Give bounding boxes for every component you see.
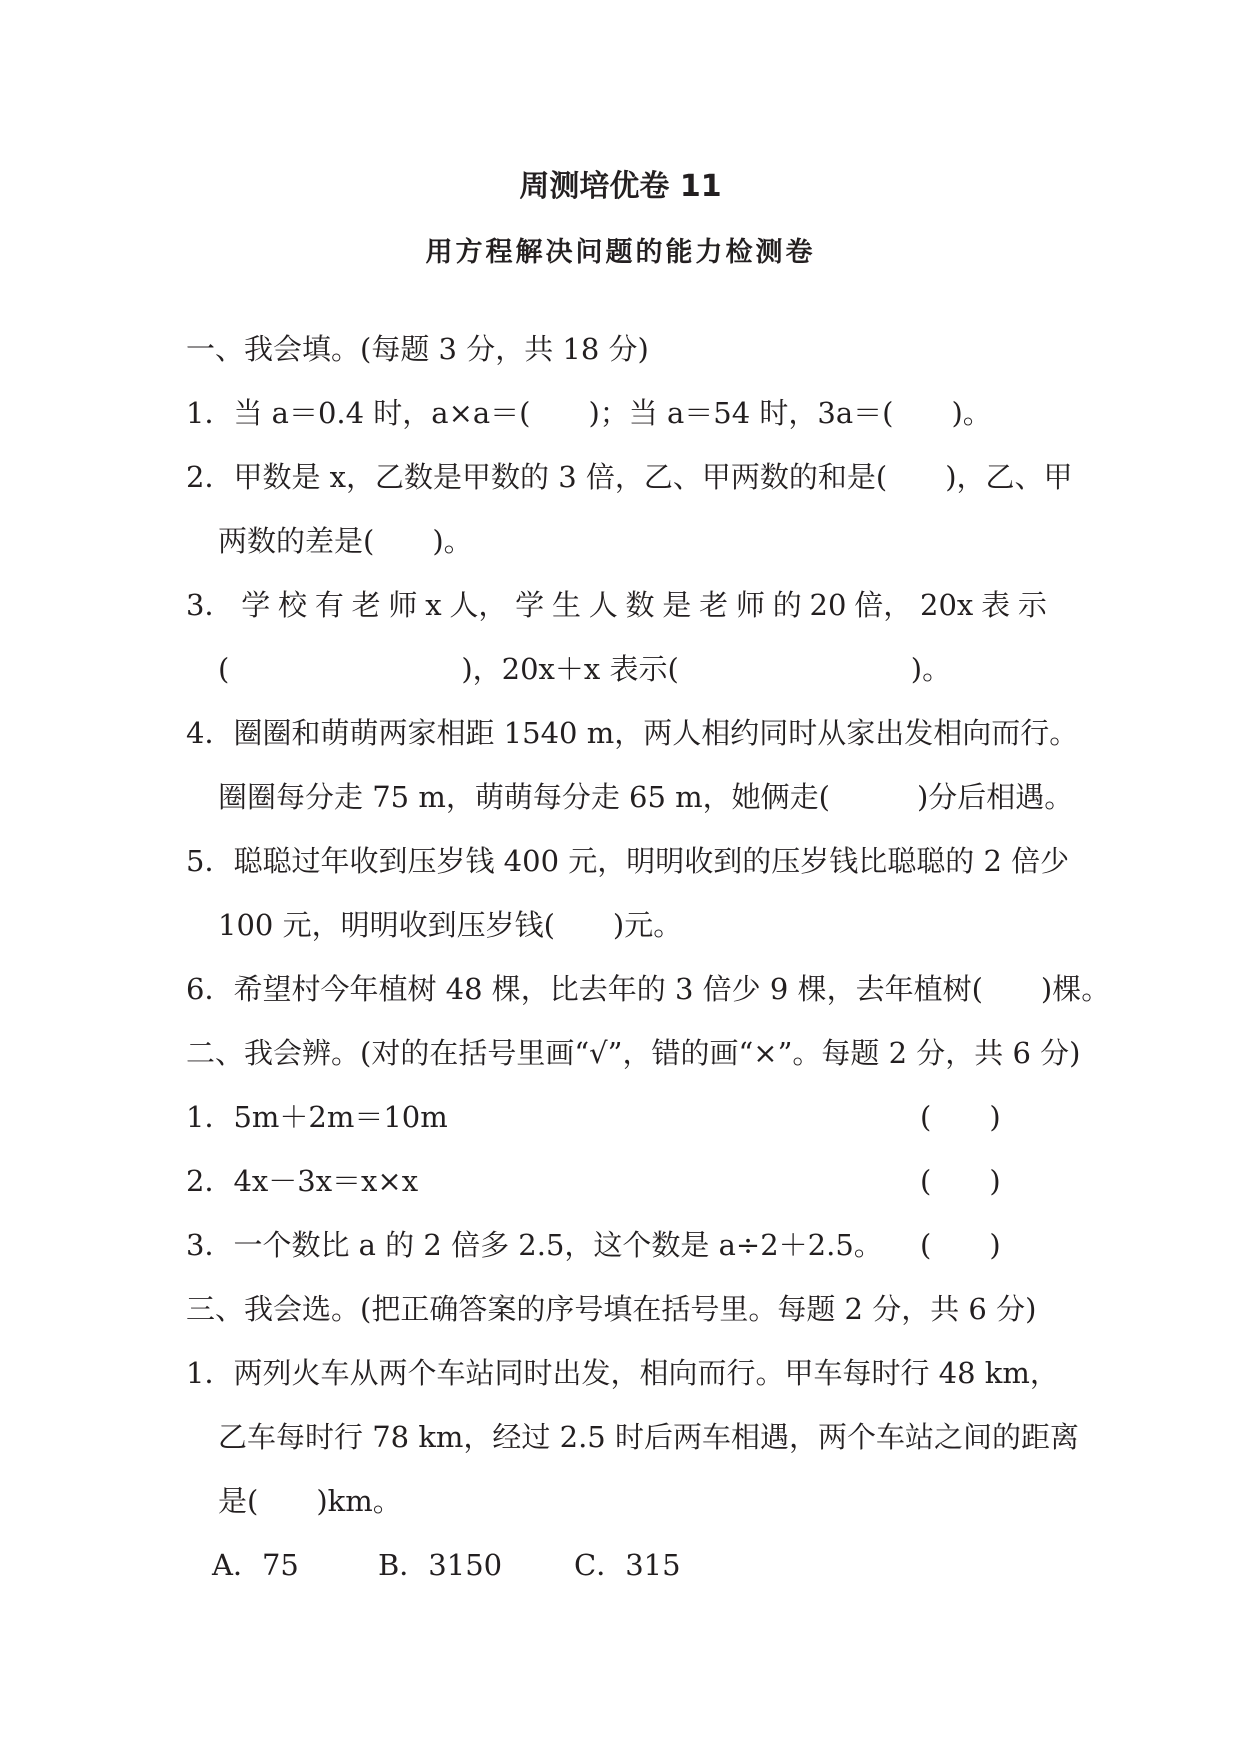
section1-heading: 一、我会填。(每题 3 分，共 18 分)	[186, 332, 649, 366]
q3-word: 20	[809, 588, 847, 622]
s3-q1-option-c: C．315	[574, 1548, 681, 1582]
q3-word: 倍，	[854, 588, 913, 622]
s1-question-2-line1: 2．甲数是 x，乙数是甲数的 3 倍，乙、甲两数的和是( )，乙、甲	[186, 460, 1073, 494]
s1-question-3-line1	[186, 585, 1047, 625]
q3-word: 师	[735, 588, 765, 622]
page-title: 周测培优卷 11	[519, 169, 722, 204]
q3-word: 的	[772, 588, 802, 622]
q3-word: 人，	[449, 588, 508, 622]
s1-question-4-line2: 圈圈每分走 75 m，萌萌每分走 65 m，她俩走( )分后相遇。	[218, 780, 1074, 814]
q3-word: 学	[515, 588, 545, 622]
section3-heading: 三、我会选。(把正确答案的序号填在括号里。每题 2 分，共 6 分)	[186, 1292, 1037, 1326]
s1-question-3-line2: ( )，20x＋x 表示( )。	[218, 652, 952, 686]
s1-question-1: 1．当 a＝0.4 时，a×a＝( )；当 a＝54 时，3a＝( )。	[186, 396, 992, 430]
q3-word: 人	[588, 588, 618, 622]
s1-question-6: 6．希望村今年植树 48 棵，比去年的 3 倍少 9 棵，去年植树( )棵。	[186, 972, 1111, 1006]
q3-word: 有	[314, 588, 344, 622]
q3-word: 20x	[920, 588, 974, 622]
s3-question-1-line2: 乙车每时行 78 km，经过 2.5 时后两车相遇，两个车站之间的距离	[218, 1420, 1079, 1454]
q3-word: 生	[551, 588, 581, 622]
s2-item-1: 1．5m＋2m＝10m	[186, 1100, 448, 1134]
s1-question-2-line2: 两数的差是( )。	[218, 524, 473, 558]
q3-word: 学	[241, 588, 271, 622]
page-subtitle: 用方程解决问题的能力检测卷	[425, 237, 816, 268]
section2-heading: 二、我会辨。(对的在括号里画“√”，错的画“×”。每题 2 分，共 6 分)	[186, 1036, 1081, 1070]
q3-word: 老	[699, 588, 729, 622]
q3-word: 数	[625, 588, 655, 622]
s1-question-4-line1: 4．圈圈和萌萌两家相距 1540 m，两人相约同时从家出发相向而行。	[186, 716, 1079, 750]
s2-item-3: 3．一个数比 a 的 2 倍多 2.5，这个数是 a÷2＋2.5。	[186, 1228, 883, 1262]
s2-item-1-answer-paren: ( )	[920, 1100, 1001, 1134]
q3-word: 师	[388, 588, 418, 622]
q3-word: 示	[1017, 588, 1047, 622]
s1-question-5-line2: 100 元，明明收到压岁钱( )元。	[218, 908, 683, 942]
q3-word: 是	[662, 588, 692, 622]
q3-word: x	[425, 588, 442, 622]
s3-q1-option-b: B．3150	[378, 1548, 503, 1582]
s3-q1-option-a: A．75	[212, 1548, 299, 1582]
q3-word: 校	[278, 588, 308, 622]
q3-word: 表	[981, 588, 1011, 622]
s3-question-1-line3: 是( )km。	[218, 1484, 402, 1518]
s2-item-2-answer-paren: ( )	[920, 1164, 1001, 1198]
s2-item-2: 2．4x－3x＝x×x	[186, 1164, 419, 1198]
s3-question-1-line1: 1．两列火车从两个车站同时出发，相向而行。甲车每时行 48 km，	[186, 1356, 1059, 1390]
s1-question-5-line1: 5．聪聪过年收到压岁钱 400 元，明明收到的压岁钱比聪聪的 2 倍少	[186, 844, 1070, 878]
s2-item-3-answer-paren: ( )	[920, 1228, 1001, 1262]
q3-word: 老	[351, 588, 381, 622]
q3-word: 3．	[186, 588, 234, 622]
